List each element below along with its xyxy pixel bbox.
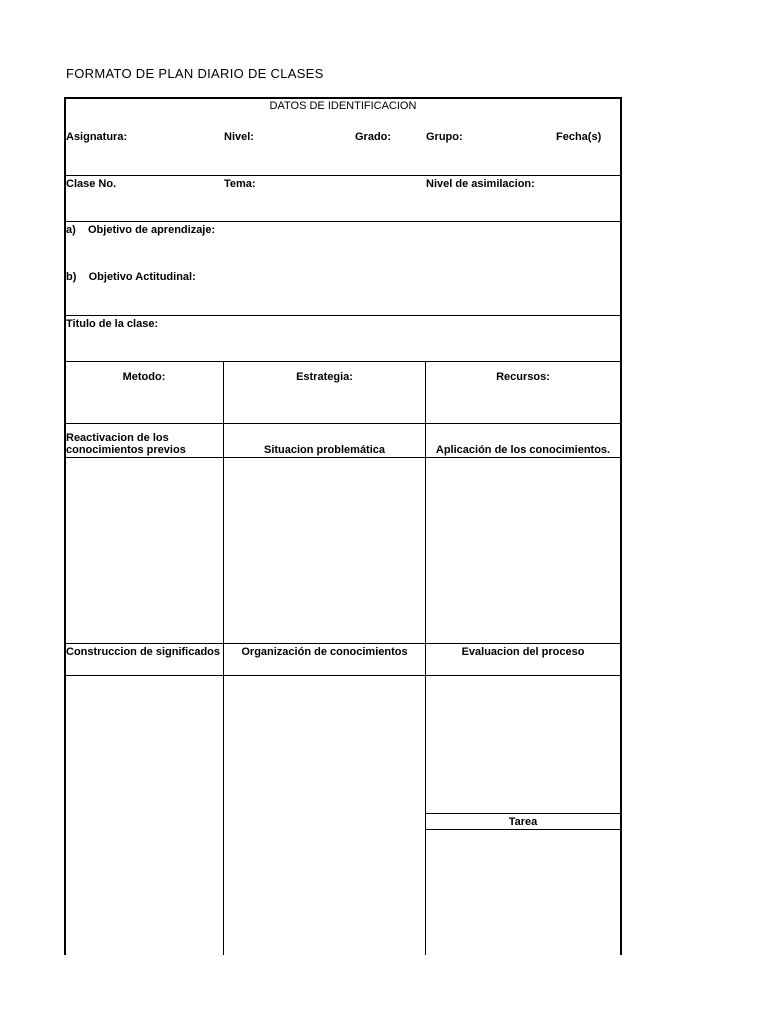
label-tarea: Tarea (508, 816, 538, 828)
divider-row-7 (65, 643, 621, 644)
divider-row-3 (65, 315, 621, 316)
divider-row-1 (65, 175, 621, 176)
divider-row-2 (65, 221, 621, 222)
divider-tarea-top (425, 813, 621, 814)
label-grado: Grado: (355, 131, 392, 143)
label-estrategia: Estrategia: (296, 371, 353, 383)
divider-row-6 (65, 457, 621, 458)
label-titulo-clase: Titulo de la clase: (66, 318, 159, 330)
label-objetivo-aprendizaje: a) Objetivo de aprendizaje: (66, 224, 216, 236)
label-metodo: Metodo: (122, 371, 166, 383)
document-title: FORMATO DE PLAN DIARIO DE CLASES (66, 66, 324, 81)
label-organizacion: Organización de conocimientos (241, 646, 408, 658)
label-objetivo-actitudinal: b) Objetivo Actitudinal: (66, 271, 196, 283)
frame-right (620, 97, 622, 955)
frame-top (64, 97, 622, 99)
divider-row-4 (65, 361, 621, 362)
label-recursos: Recursos: (496, 371, 550, 383)
label-reactivacion: Reactivacion de los conocimientos previos (66, 432, 186, 456)
divider-row-5 (65, 423, 621, 424)
label-construccion: Construccion de significados (66, 646, 221, 658)
label-aplicacion: Aplicación de los conocimientos. (435, 444, 611, 456)
divider-tarea-bottom (425, 829, 621, 830)
label-grupo: Grupo: (426, 131, 463, 143)
label-evaluacion: Evaluacion del proceso (461, 646, 585, 658)
label-clase-no: Clase No. (66, 178, 117, 190)
label-fecha: Fecha(s) (556, 131, 602, 143)
label-situacion: Situacion problemática (263, 444, 386, 456)
label-nivel-asimilacion: Nivel de asimilacion: (426, 178, 535, 190)
label-asignatura: Asignatura: (66, 131, 128, 143)
label-tema: Tema: (224, 178, 256, 190)
label-nivel: Nivel: (224, 131, 254, 143)
identification-heading: DATOS DE IDENTIFICACION (269, 100, 417, 112)
divider-row-8 (65, 675, 621, 676)
